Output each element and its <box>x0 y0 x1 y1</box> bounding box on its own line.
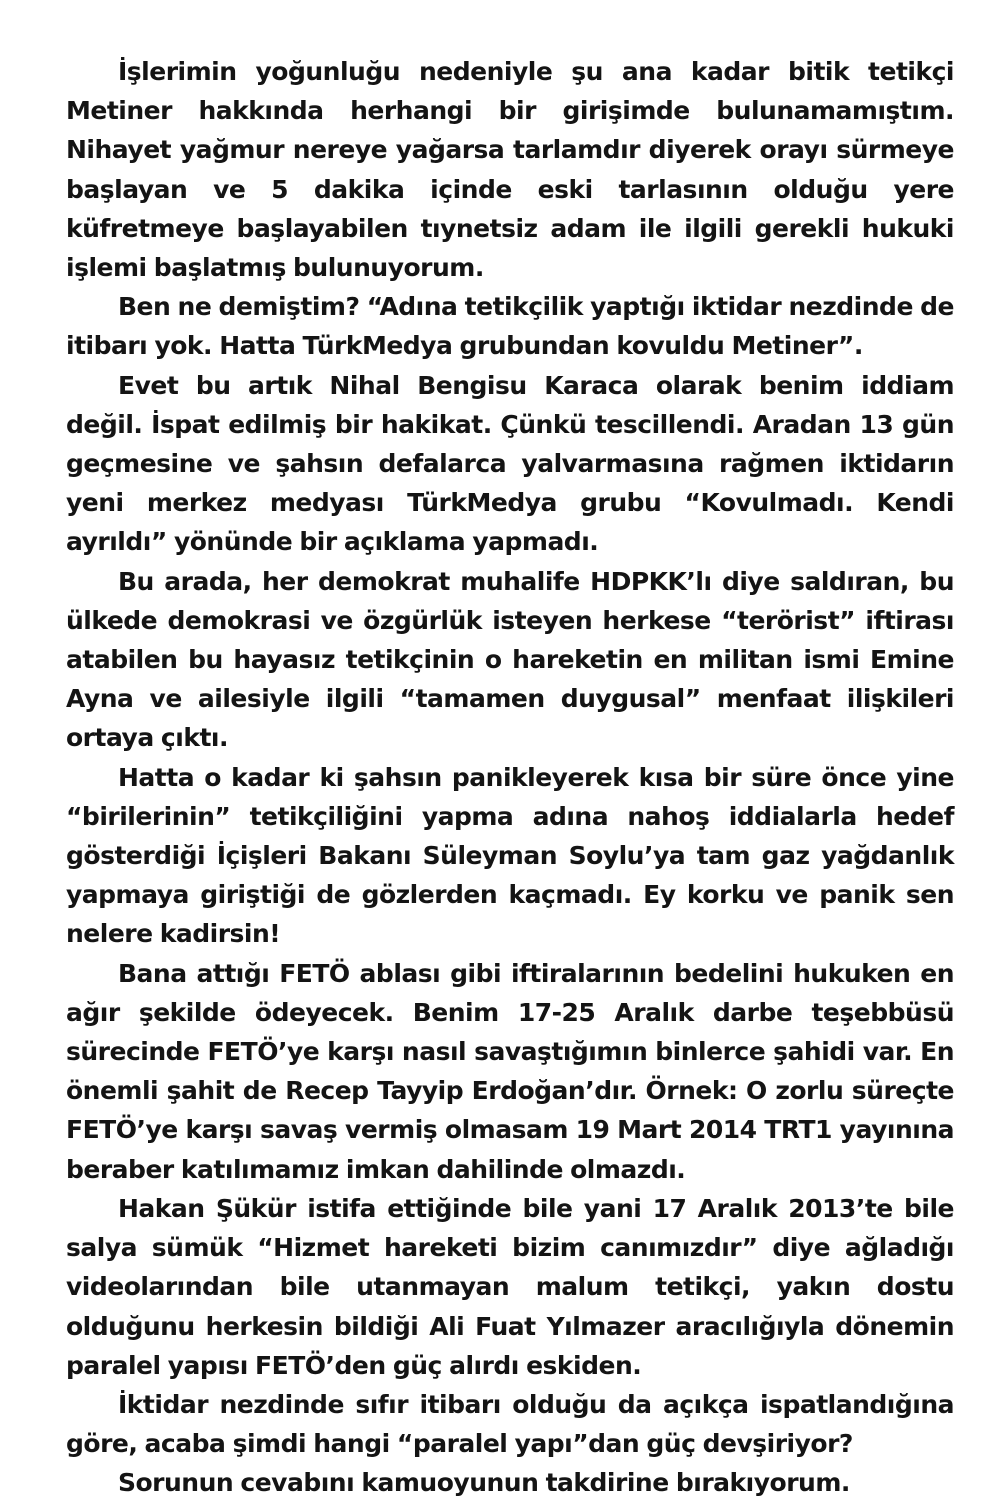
paragraph-1: İşlerimin yoğunluğu nedeniyle şu ana kadar bitik tetikçi Metiner hakkında herhangi bir girişimde bulunamamıştım. Nihayet yağmur nereye yağarsa tarlamdır diyerek orayı sürmeye başlayan ve 5 dakika içinde eski tarlasının olduğu yere küfretmeye başlayabilen tıynetsiz adam ile ilgili gerekli hukuki işlemi başlatmış bulunuyorum. <box>66 57 954 283</box>
paragraph-7: Hakan Şükür istifa ettiğinde bile yani 17 Aralık 2013’te bile salya sümük “Hizmet hareketi bizim canımızdır” diye ağladığı videolarından bile utanmayan malum tetikçi, yakın dostu olduğunu herkesin bildiği Ali Fuat Yılmazer aracılığıyla dönemin paralel yapısı FETÖ’den güç alırdı eskiden. <box>66 1193 954 1380</box>
document-body <box>66 52 954 1503</box>
paragraph-5: Hatta o kadar ki şahsın panikleyerek kısa bir süre önce yine “birilerinin” tetikçiliğini yapma adına nahoş iddialarla hedef gösterdiği İçişleri Bakanı Süleyman Soylu’ya tam gaz yağdanlık yapmaya giriştiği de gözlerden kaçmadı. Ey korku ve panik sen nelere kadirsin! <box>66 762 954 949</box>
paragraph-9: Sorunun cevabını kamuoyunun takdirine bırakıyorum. <box>118 1468 850 1498</box>
paragraph-6: Bana attığı FETÖ ablası gibi iftiralarının bedelini hukuken en ağır şekilde ödeyecek. Benim 17-25 Aralık darbe teşebbüsü sürecinde FETÖ’ye karşı nasıl savaştığımın binlerce şahidi var. En önemli şahit de Recep Tayyip Erdoğan’dır. Örnek: O zorlu süreçte FETÖ’ye karşı savaş vermiş olmasam 19 Mart 2014 TRT1 yayınına beraber katılımamız imkan dahilinde olmazdı. <box>66 958 954 1184</box>
paragraph-2: Ben ne demiştim? “Adına tetikçilik yaptığı iktidar nezdinde de itibarı yok. Hatta TürkMedya grubundan kovuldu Metiner”. <box>66 292 954 361</box>
paragraph-3: Evet bu artık Nihal Bengisu Karaca olarak benim iddiam değil. İspat edilmiş bir hakikat. Çünkü tescillendi. Aradan 13 gün geçmesine ve şahsın defalarca yalvarmasına rağmen iktidarın yeni merkez medyası TürkMedya grubu “Kovulmadı. Kendi ayrıldı” yönünde bir açıklama yapmadı. <box>66 370 954 557</box>
paragraph-8: İktidar nezdinde sıfır itibarı olduğu da açıkça ispatlandığına göre, acaba şimdi hangi “paralel yapı”dan güç devşiriyor? <box>66 1389 954 1459</box>
paragraph-4: Bu arada, her demokrat muhalife HDPKK’lı diye saldıran, bu ülkede demokrasi ve özgürlük isteyen herkese “terörist” iftirası atabilen bu hayasız tetikçinin o hareketin en militan ismi Emine Ayna ve ailesiyle ilgili “tamamen duygusal” menfaat ilişkileri ortaya çıktı. <box>66 566 954 753</box>
